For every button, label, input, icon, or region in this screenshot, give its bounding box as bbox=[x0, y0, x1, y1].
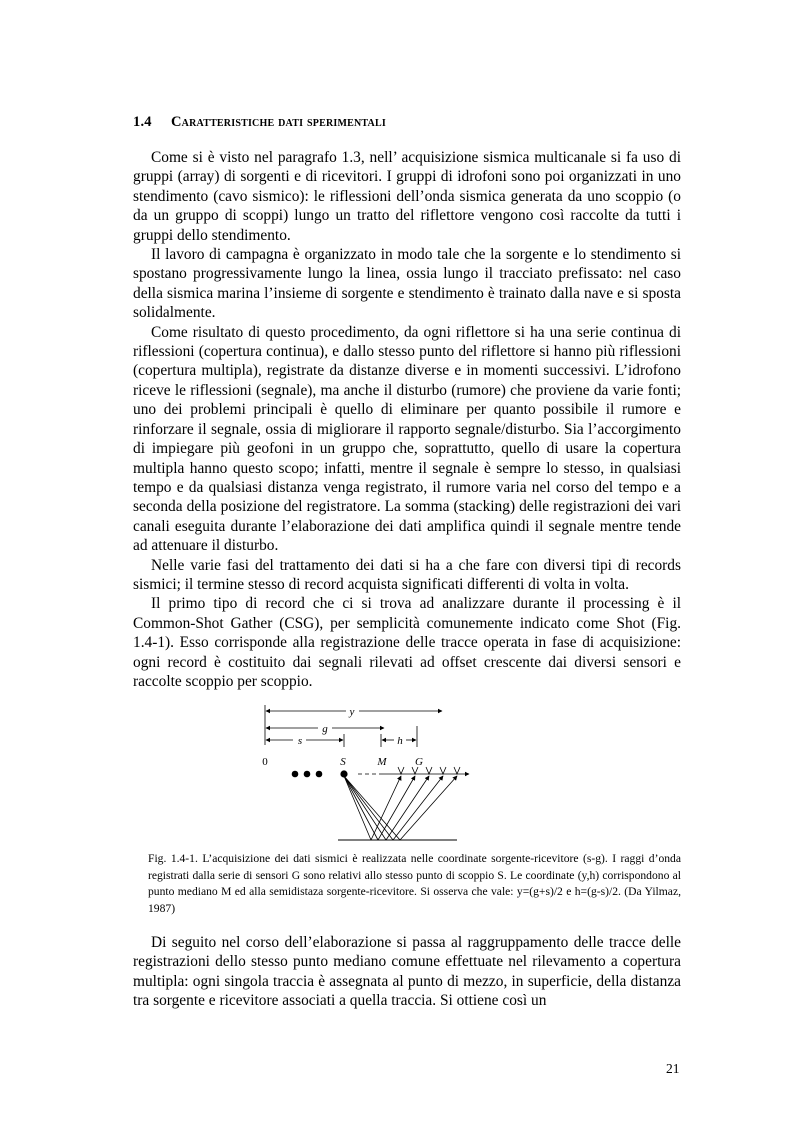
paragraph: Come risultato di questo procedimento, da ogni riflettore si ha una serie continua di riflessioni (copertura continua), e dallo stesso punto del riflettore si hanno più riflessioni (copertura multipla), registrate da distanze diverse e in momenti successivi. L’idrofono riceve le riflessioni (segnale), ma anche il disturbo (rumore) che proviene da varie fonti; uno dei problemi principali è quello di eliminare per quanto possibile il rumore e rinforzare il segnale, ossia di migliorare il rapporto segnale/disturbo. Sia l’accorgimento di impiegare più geofoni in un gruppo che, soprattutto, quello di usare la copertura multipla hanno questo scopo; infatti, mentre il segnale è sempre lo stesso, in qualsiasi tempo e da qualsiasi distanza venga registrato, il rumore varia nel corso del tempo e a seconda della posizione del registratore. La somma (stacking) delle registrazioni dei vari canali eseguita durante l’elaborazione dei dati amplifica quindi il segnale mentre tende ad attenuare il disturbo. bbox=[133, 323, 681, 555]
ray-paths bbox=[344, 776, 457, 840]
dimension-h bbox=[381, 726, 417, 747]
label-g: g bbox=[322, 723, 328, 735]
page-number: 21 bbox=[666, 1061, 680, 1076]
label-y: y bbox=[349, 706, 355, 718]
label-receiver-G: G bbox=[415, 756, 423, 768]
label-midpoint-M: M bbox=[377, 756, 387, 768]
section-heading bbox=[133, 114, 386, 131]
dimension-s bbox=[266, 734, 344, 747]
label-source-S: S bbox=[340, 756, 346, 768]
shot-points bbox=[292, 770, 348, 777]
dimension-g bbox=[266, 723, 384, 735]
section-title: Caratteristiche dati sperimentali bbox=[171, 114, 386, 130]
label-h: h bbox=[397, 735, 403, 747]
section-number: 1.4 bbox=[133, 114, 152, 130]
acquisition-geometry-diagram bbox=[255, 698, 480, 844]
body-text-bottom bbox=[133, 933, 681, 1011]
paragraph: Come si è visto nel paragrafo 1.3, nell’ acquisizione sismica multicanale si fa uso di gruppi (array) di sorgenti e di ricevitori. I gruppi di idrofoni sono poi organizzati in uno stendimento (cavo sismico): le riflessioni dell’onda sismica generata da uno scoppio (o da un gruppo di scoppi) lungo un tratto del riflettore vengono così raccolte da tutti i gruppi dello stendimento. bbox=[133, 149, 681, 244]
paragraph: Nelle varie fasi del trattamento dei dati si ha a che fare con diversi tipi di records sismici; il termine stesso di record acquista significati differenti di volta in volta. bbox=[133, 556, 681, 593]
dimension-y bbox=[265, 705, 442, 745]
label-s: s bbox=[297, 735, 303, 747]
figure-caption: Fig. 1.4-1. L’acquisizione dei dati sismici è realizzata nelle coordinate sorgente-ricevitore (s-g). I raggi d’onda registrati dalla serie di sensori G sono relativi allo stesso punto di scoppio S. Le coordinate (y,h) corrispondono al punto mediano M ed alla semidistaza sorgente-ricevitore. Si osserva che vale: y=(g+s)/2 e h=(g-s)/2. (Da Yilmaz, 1987) bbox=[148, 852, 681, 915]
paragraph: Di seguito nel corso dell’elaborazione si passa al raggruppamento delle tracce delle registrazioni dello stesso punto mediano comune effettuate nel rilevamento a copertura multipla: ogni singola traccia è assegnata al punto di mezzo, in superficie, della distanza tra sorgente e ricevitore associati a quella traccia. Si ottiene così un bbox=[133, 934, 681, 1010]
paragraph: Il lavoro di campagna è organizzato in modo tale che la sorgente e lo stendimento si spostano progressivamente lungo la linea, ossia lungo il tracciato prefissato: nel caso della sismica marina l’insieme di sorgente e stendimento è trainato dalla nave e si sposta solidalmente. bbox=[133, 246, 681, 322]
label-origin: 0 bbox=[262, 756, 268, 768]
acquisition-geometry-figure bbox=[255, 698, 480, 844]
paragraph: Il primo tipo di record che ci si trova ad analizzare durante il processing è il Common-Shot Gather (CSG), per semplicità comunemente indicato come Shot (Fig. 1.4-1). Esso corrisponde alla registrazione delle tracce operata in fase di acquisizione: ogni record è costituito dai segnali rilevati ad offset crescente dai diversi sensori e raccolte scoppio per scoppio. bbox=[133, 595, 681, 690]
receivers bbox=[398, 767, 460, 774]
body-text-top bbox=[133, 148, 681, 691]
